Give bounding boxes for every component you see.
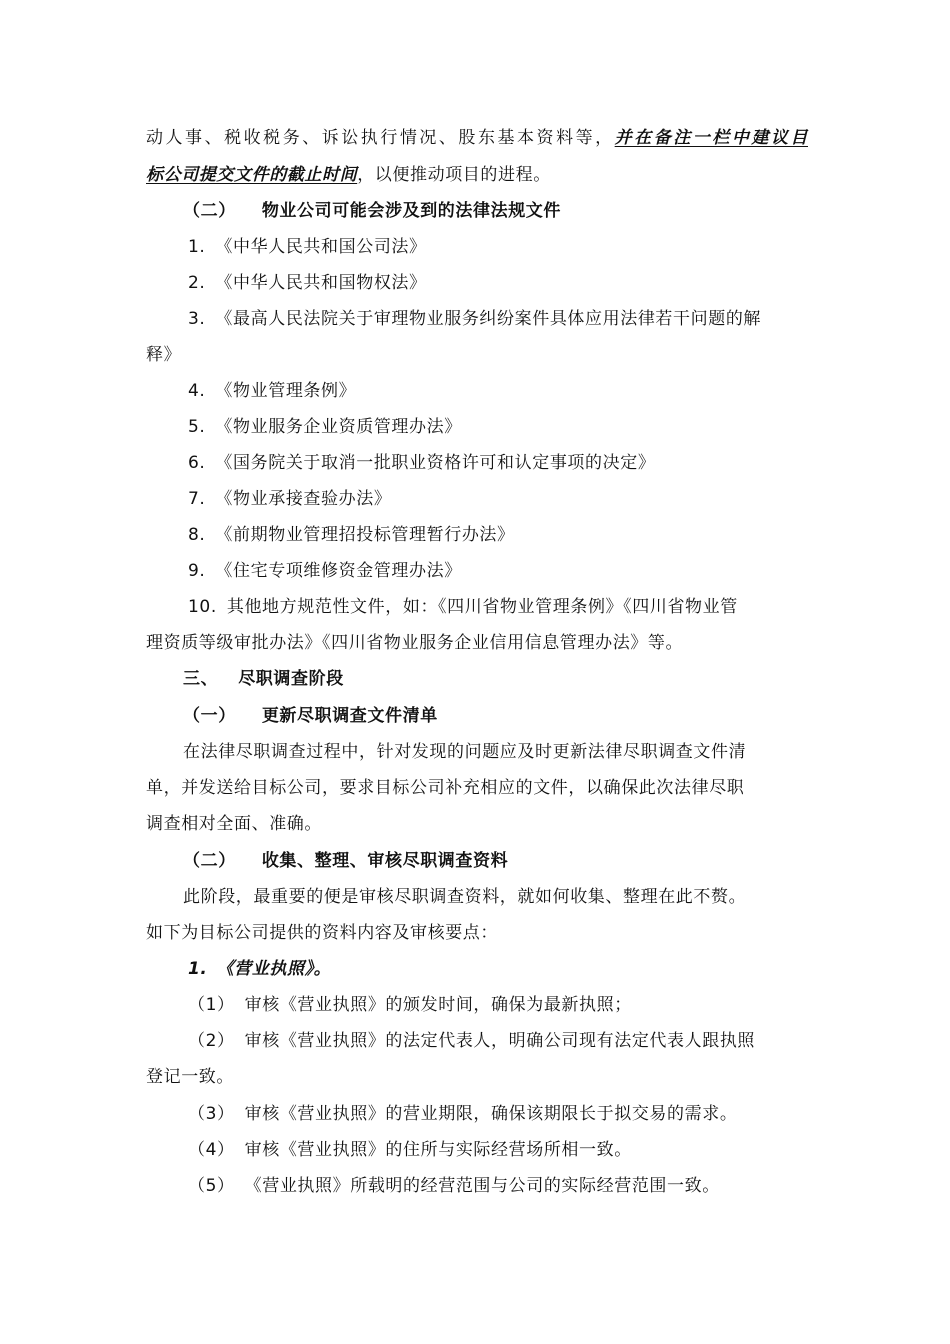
list-item: [188, 272, 850, 294]
item-text: 《物业承接查验办法》: [215, 489, 392, 509]
chapter-heading: [183, 668, 845, 690]
paragraph-line: [146, 164, 808, 186]
item-text: 《物业服务企业资质管理办法》: [215, 417, 462, 437]
list-item: [188, 488, 850, 510]
item-number: 6.: [188, 453, 206, 473]
check-text: 登记一致。: [146, 1067, 234, 1087]
item-text: 理资质等级审批办法》《四川省物业服务企业信用信息管理办法》等。: [146, 633, 684, 653]
section-heading: [183, 850, 845, 872]
item-text: 《国务院关于取消一批职业资格许可和认定事项的决定》: [215, 453, 656, 473]
check-text: 审核《营业执照》的营业期限，确保该期限长于拟交易的需求。: [244, 1104, 738, 1124]
paragraph-line: [183, 741, 808, 763]
check-item: [188, 1103, 850, 1125]
item-text: 《住宅专项维修资金管理办法》: [215, 561, 462, 581]
list-item: [188, 560, 850, 582]
check-item: [188, 1139, 850, 1161]
heading-number: （二）: [183, 851, 236, 871]
paragraph-text: 动人事、税收税务、诉讼执行情况、股东基本资料等，: [146, 128, 615, 148]
heading-number: （二）: [183, 201, 236, 221]
heading-text: 物业公司可能会涉及到的法律法规文件: [261, 201, 562, 221]
paragraph-line: [146, 922, 808, 944]
item-heading: [188, 958, 850, 980]
item-text: 《最高人民法院关于审理物业服务纠纷案件具体应用法律若干问题的解: [215, 309, 762, 329]
paragraph-text: 在法律尽职调查过程中，针对发现的问题应及时更新法律尽职调查文件清: [183, 742, 747, 762]
check-number: （3）: [188, 1104, 235, 1124]
item-number: 4.: [188, 381, 206, 401]
emphasis-text: 并在备注一栏中建议目: [614, 128, 808, 148]
check-number: （1）: [188, 995, 235, 1015]
check-text: 《营业执照》所载明的经营范围与公司的实际经营范围一致。: [244, 1176, 720, 1196]
item-number: 2.: [188, 273, 206, 293]
list-item-continuation: [146, 632, 808, 654]
heading-number: 三、: [183, 669, 219, 689]
item-heading-text: 1. 《营业执照》。: [188, 959, 332, 979]
check-number: （5）: [188, 1176, 235, 1196]
check-number: （4）: [188, 1140, 235, 1160]
item-number: 5.: [188, 417, 206, 437]
item-text: 《前期物业管理招投标管理暂行办法》: [215, 525, 515, 545]
heading-text: 尽职调查阶段: [238, 669, 344, 689]
paragraph-text: 此阶段，最重要的便是审核尽职调查资料，就如何收集、整理在此不赘。: [183, 887, 747, 907]
item-text: 《中华人民共和国物权法》: [215, 273, 427, 293]
list-item: [188, 308, 808, 330]
item-text: 《中华人民共和国公司法》: [215, 237, 427, 257]
paragraph-line: [146, 127, 808, 149]
list-item: [188, 596, 808, 618]
paragraph-line: [146, 777, 808, 799]
check-item: [188, 1175, 850, 1197]
paragraph-line: [146, 813, 808, 835]
item-number: 8.: [188, 525, 206, 545]
check-text: 审核《营业执照》的法定代表人，明确公司现有法定代表人跟执照: [244, 1031, 756, 1051]
heading-text: 更新尽职调查文件清单: [261, 706, 438, 726]
paragraph-text: 单，并发送给目标公司，要求目标公司补充相应的文件，以确保此次法律尽职: [146, 778, 745, 798]
list-item-continuation: [146, 344, 808, 366]
check-text: 审核《营业执照》的住所与实际经营场所相一致。: [244, 1140, 632, 1160]
item-text: 《物业管理条例》: [215, 381, 357, 401]
item-text: 释》: [146, 345, 182, 365]
list-item: [188, 416, 850, 438]
section-heading: [183, 200, 845, 222]
list-item: [188, 236, 850, 258]
list-item: [188, 452, 850, 474]
paragraph-line: [183, 886, 808, 908]
item-number: 1.: [188, 237, 206, 257]
check-number: （2）: [188, 1031, 235, 1051]
list-item: [188, 524, 850, 546]
item-number: 10.: [188, 597, 217, 617]
item-text: 其他地方规范性文件，如：《四川省物业管理条例》《四川省物业管: [226, 597, 738, 617]
list-item: [188, 380, 850, 402]
section-heading: [183, 705, 845, 727]
check-item-continuation: [146, 1066, 808, 1088]
heading-number: （一）: [183, 706, 236, 726]
check-text: 审核《营业执照》的颁发时间，确保为最新执照；: [244, 995, 632, 1015]
item-number: 9.: [188, 561, 206, 581]
paragraph-text: ，以便推动项目的进程。: [357, 165, 551, 185]
paragraph-text: 调查相对全面、准确。: [146, 814, 322, 834]
item-number: 7.: [188, 489, 206, 509]
emphasis-text: 标公司提交文件的截止时间: [146, 165, 358, 185]
check-item: [188, 994, 850, 1016]
heading-text: 收集、整理、审核尽职调查资料: [261, 851, 509, 871]
paragraph-text: 如下为目标公司提供的资料内容及审核要点：: [146, 923, 498, 943]
item-number: 3.: [188, 309, 206, 329]
check-item: [188, 1030, 808, 1052]
